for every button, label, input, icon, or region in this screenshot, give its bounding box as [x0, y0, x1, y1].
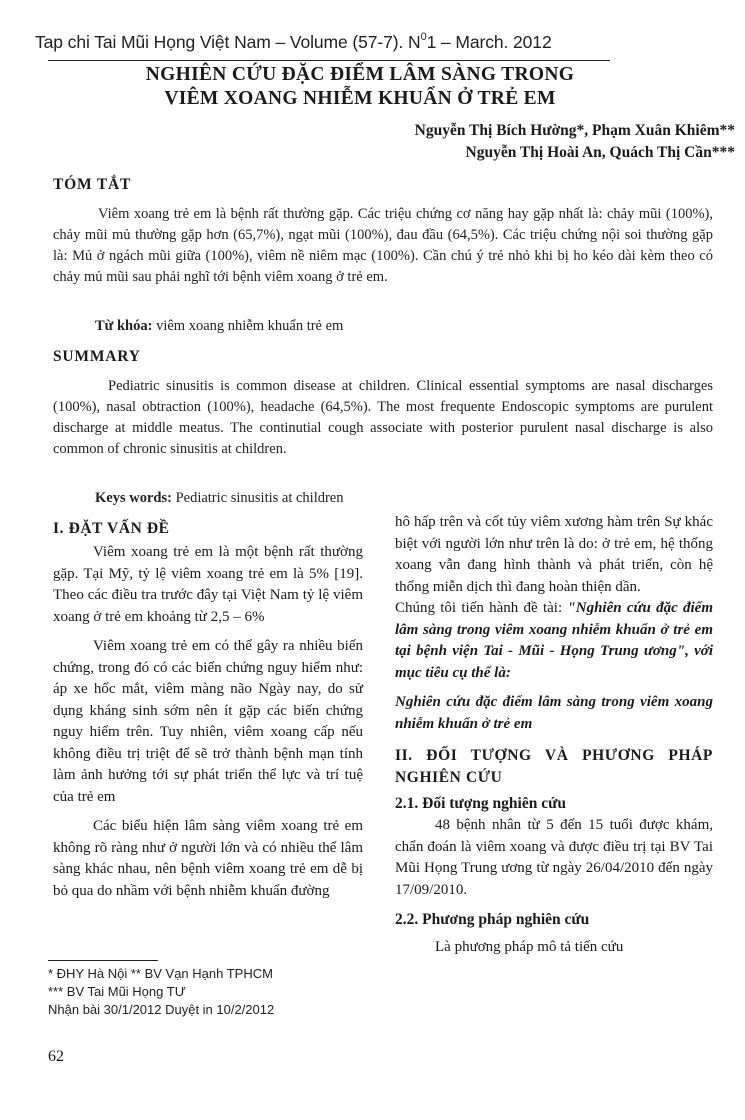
study-aim-intro: Chúng tôi tiến hành đề tài: — [395, 600, 568, 616]
title-line-1: NGHIÊN CỨU ĐẶC ĐIỂM LÂM SÀNG TRONG — [145, 64, 575, 85]
authors — [295, 120, 735, 164]
subsection-2-1-heading: 2.1. Đối tượng nghiên cứu — [395, 795, 567, 812]
journal-number-sup: 0 — [420, 31, 427, 44]
journal-date: 1 – March. 2012 — [426, 32, 552, 52]
journal-name: Tap chi Tai Mũi Họng Việt Nam – Volume (57-7). N — [35, 32, 421, 52]
subsection-2-2-heading: 2.2. Phương pháp nghiên cứu — [395, 911, 590, 928]
keywords-text: viêm xoang nhiễm khuẩn trẻ em — [152, 318, 344, 334]
section-1-paragraph: Các biểu hiện lâm sàng viêm xoang trẻ em không rõ ràng như ở người lớn và có nhiều thể lâm sàng khác nhau, nên bệnh viêm xoang trẻ em dễ bị bỏ qua do nhầm với bệnh nhiễm khuẩn đường — [53, 818, 363, 899]
abstract-vi-keywords — [95, 318, 343, 335]
section-1-paragraph: Viêm xoang trẻ em có thể gây ra nhiều biến chứng, trong đó có các biến chứng nguy hiểm như: áp xe hốc mắt, viêm màng não Ngày nay, do sử dụng kháng sinh sớm nên ít gặp các biến chứng nguy hiểm trên. Tuy nhiên, viêm xoang cấp nếu không điều trị triệt để sẽ trở thành bệnh mạn tính làm ảnh hưởng tới sự phát triển thể lực và trí tuệ của trẻ em — [53, 638, 363, 805]
subsection-2-1-body: 48 bệnh nhân từ 5 đến 15 tuổi được khám, chẩn đoán là viêm xoang và được điều trị tại BV Tai Mũi Họng Trung ương từ ngày 26/04/2010 đến ngày 17/09/2010. — [395, 817, 713, 898]
study-title: "Nghiên cứu đặc điểm lâm sàng trong viêm xoang nhiễm khuẩn ở trẻ em tại bệnh viện Tai - Mũi - Họng Trung ương", với mục tiêu cụ thể là: — [395, 600, 714, 681]
authors-line-2: Nguyễn Thị Hoài An, Quách Thị Cần*** — [465, 144, 735, 161]
section-1-paragraph-continued: hô hấp trên và cốt tủy viêm xương hàm trên Sự khác biệt với người lớn như trên là do: ở trẻ em, hệ thống xoang vẫn đang hình thành và phát triển, còn hệ thống miễn dịch thì đang hoàn thiện dần. — [395, 514, 713, 595]
abstract-en-keywords — [95, 490, 344, 507]
keywords-text: Pediatric sinusitis at children — [171, 490, 344, 506]
section-2-heading: II. ĐỐI TƯỢNG VÀ PHƯƠNG PHÁP NGHIÊN CỨU — [395, 747, 713, 786]
page-number: 62 — [48, 1048, 64, 1065]
abstract-vi-heading: TÓM TẮT — [53, 176, 132, 193]
title-line-2: VIÊM XOANG NHIỄM KHUẨN Ở TRẺ EM — [164, 88, 556, 109]
header-rule — [48, 60, 610, 61]
section-1-paragraph: Viêm xoang trẻ em là một bệnh rất thường gặp. Tại Mỹ, tỷ lệ viêm xoang trẻ em là 5% [19]. Theo các điều tra trước đây tại Việt Nam tỷ lệ viêm xoang ở trẻ em khoảng từ 2,5 – 6% — [53, 544, 363, 625]
abstract-en-body: Pediatric sinusitis is common disease at children. Clinical essential symptoms are nasal discharges (100%), nasal obtraction (100%), headache (64,5%). The most frequente Endoscopic symptoms are purulent discharge at middle meatus. The continutial cough associate with posterior purulent nasal discharge is also common of chronic sinusitis at children. — [53, 378, 713, 457]
footnotes — [48, 965, 274, 1019]
keywords-label: Từ khóa: — [95, 318, 153, 334]
study-objective: Nghiên cứu đặc điểm lâm sàng trong viêm xoang nhiễm khuẩn ở trẻ em — [395, 694, 713, 732]
footnote-affiliation-2: *** BV Tai Mũi Họng TƯ — [48, 984, 186, 999]
keywords-label: Keys words: — [95, 490, 172, 506]
abstract-en-heading: SUMMARY — [53, 348, 141, 365]
footnote-rule — [48, 960, 158, 961]
right-column — [395, 512, 713, 967]
section-1-heading: I. ĐẶT VẤN ĐỀ — [53, 520, 170, 537]
left-column — [53, 518, 363, 910]
footnote-affiliation-1: * ĐHY Hà Nội ** BV Vạn Hạnh TPHCM — [48, 966, 273, 981]
authors-line-1: Nguyễn Thị Bích Hường*, Phạm Xuân Khiêm** — [414, 122, 735, 139]
abstract-vi-body: Viêm xoang trẻ em là bệnh rất thường gặp. Các triệu chứng cơ năng hay gặp nhất là: chảy mũi (100%), chảy mũi mủ thường gặp hơn (65,7%), ngạt mũi (100%), đau đầu (64,5%). Các triệu chứng nội soi thường gặp là: Mủ ở ngách mũi giữa (100%), viêm nề niêm mạc (100%). Cần chú ý trẻ nhỏ khi bị ho kéo dài kèm theo có chảy mủ mũi sau phải nghĩ tới bệnh viêm xoang ở trẻ em. — [53, 206, 713, 285]
subsection-2-2-body: Là phương pháp mô tả tiến cứu — [435, 939, 624, 955]
footnote-dates: Nhận bài 30/1/2012 Duyệt in 10/2/2012 — [48, 1002, 275, 1017]
article-title — [100, 63, 620, 111]
running-header — [35, 32, 552, 53]
study-aim-paragraph — [395, 598, 713, 684]
